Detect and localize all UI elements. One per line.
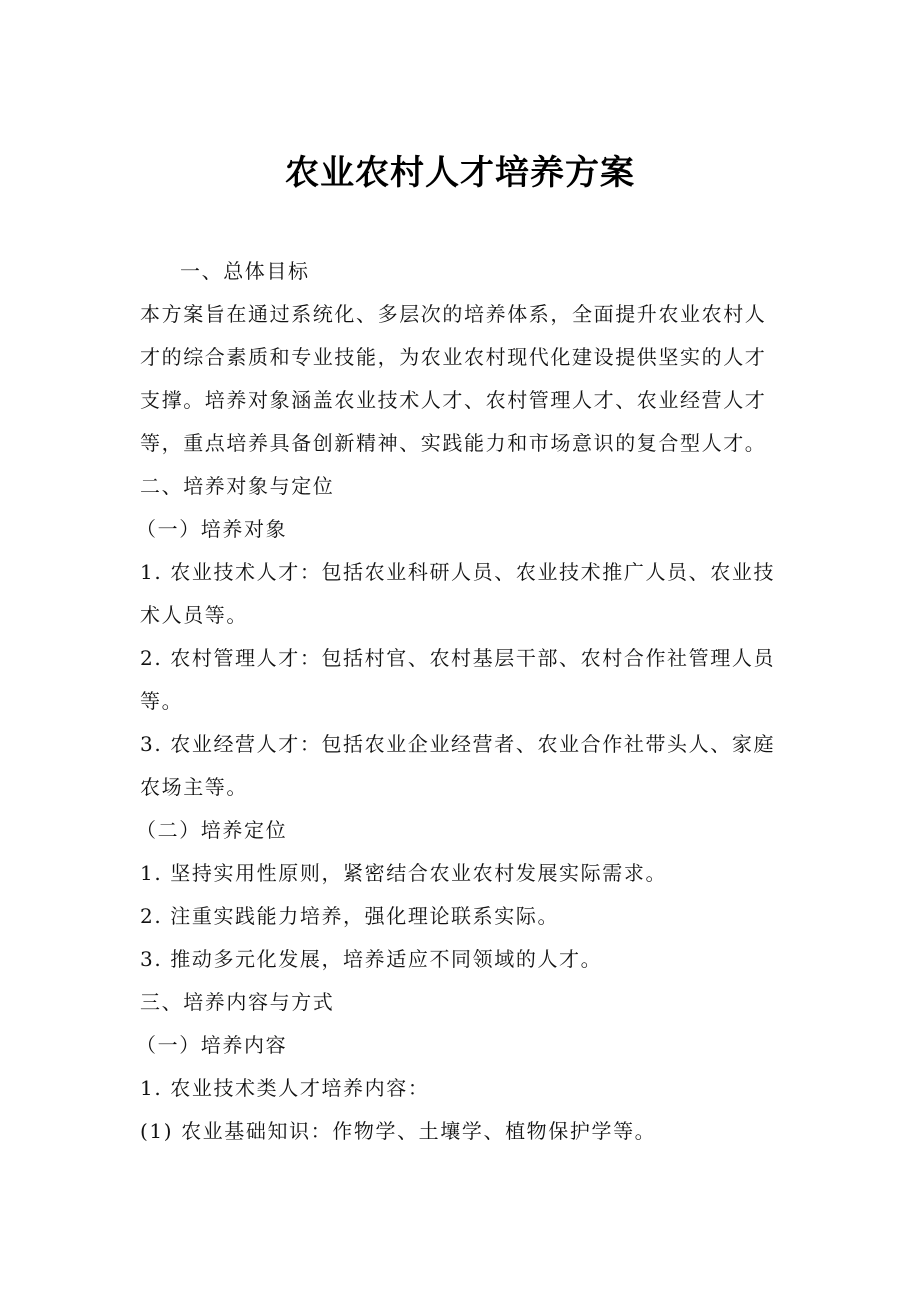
subsection-heading: （二）培养定位 bbox=[136, 818, 288, 842]
list-item: 2. 农村管理人才：包括村官、农村基层干部、农村合作社管理人员 bbox=[140, 646, 776, 670]
subsection-heading: （一）培养对象 bbox=[136, 517, 288, 541]
list-item: 农场主等。 bbox=[140, 775, 248, 799]
section-heading: 二、培养对象与定位 bbox=[140, 474, 335, 498]
paragraph: 才的综合素质和专业技能，为农业农村现代化建设提供坚实的人才 bbox=[140, 345, 767, 369]
paragraph: 等，重点培养具备创新精神、实践能力和市场意识的复合型人才。 bbox=[140, 431, 767, 455]
paragraph: 本方案旨在通过系统化、多层次的培养体系，全面提升农业农村人 bbox=[140, 302, 767, 326]
paragraph: 支撑。培养对象涵盖农业技术人才、农村管理人才、农业经营人才 bbox=[140, 388, 767, 412]
list-item: 3. 农业经营人才：包括农业企业经营者、农业合作社带头人、家庭 bbox=[140, 732, 776, 756]
list-item: 1. 坚持实用性原则，紧密结合农业农村发展实际需求。 bbox=[140, 861, 668, 885]
list-item: 等。 bbox=[140, 689, 184, 713]
section-heading: 一、总体目标 bbox=[180, 259, 310, 283]
list-item: 1. 农业技术类人才培养内容： bbox=[140, 1076, 430, 1100]
list-item: 术人员等。 bbox=[140, 603, 248, 627]
list-item: 2. 注重实践能力培养，强化理论联系实际。 bbox=[140, 904, 560, 928]
list-item: 1. 农业技术人才：包括农业科研人员、农业技术推广人员、农业技 bbox=[140, 560, 776, 584]
list-item: 3. 推动多元化发展，培养适应不同领域的人才。 bbox=[140, 947, 603, 971]
document-title: 农业农村人才培养方案 bbox=[285, 153, 635, 193]
list-item: (1) 农业基础知识：作物学、土壤学、植物保护学等。 bbox=[140, 1119, 657, 1143]
subsection-heading: （一）培养内容 bbox=[136, 1033, 288, 1057]
section-heading: 三、培养内容与方式 bbox=[140, 990, 335, 1014]
